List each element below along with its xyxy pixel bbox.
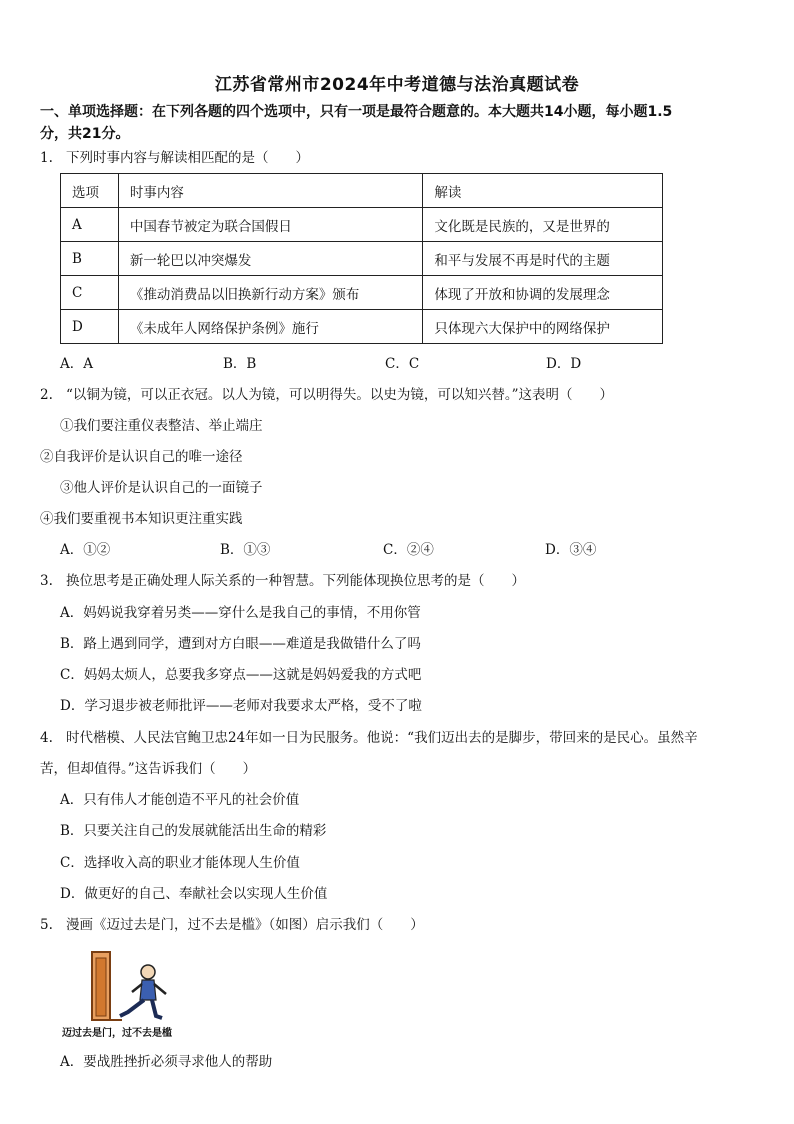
question-number: 1. [40,150,53,166]
table-cell: 文化既是民族的，又是世界的 [423,208,663,242]
question-number: 3. [40,573,53,589]
option-b: B．路上遇到同学，遭到对方白眼——难道是我做错什么了吗 [60,636,421,652]
question-number: 5. [40,917,53,933]
table-cell: 中国春节被定为联合国假日 [118,208,422,242]
option-d: D．③④ [545,542,597,558]
question-4 [40,728,698,748]
option-c: C．②④ [383,542,434,558]
section-heading [40,101,764,145]
statement-item: ①我们要注重仪表整洁、举止端庄 [60,418,263,434]
question-stem-line2: 苦，但却值得。”这告诉我们（ ） [40,761,257,777]
table-row [61,242,663,276]
figure-caption: 迈过去是门，过不去是槛 [62,1028,172,1039]
table-header-row [61,174,663,208]
table-header-cell: 选项 [61,174,119,208]
door-panel [96,958,106,1016]
question-2 [40,385,613,405]
question-3 [40,571,525,591]
option-a: A．妈妈说我穿着另类——穿什么是我自己的事情，不用你管 [60,605,421,621]
question-number: 4. [40,730,53,746]
option-a: A．A [60,356,93,372]
option-d: D．D [546,356,582,372]
section-heading-line1: 一、单项选择题：在下列各题的四个选项中，只有一项是最符合题意的。本大题共14小题，每小题1.5 [40,104,673,120]
option-b: B．B [223,356,257,372]
statement-item: ④我们要重视书本知识更注重实践 [40,511,243,527]
statement-item: ③他人评价是认识自己的一面镜子 [60,480,263,496]
question-5 [40,915,424,935]
table-cell: 体现了开放和协调的发展理念 [423,276,663,310]
person-leg [120,1000,144,1016]
person-leg [152,1000,162,1018]
table-cell: D [61,310,119,344]
option-c: C．选择收入高的职业才能体现人生价值 [60,855,300,871]
section-heading-line2: 分，共21分。 [40,126,130,142]
page-title: 江苏省常州市2024年中考道德与法治真题试卷 [214,75,580,95]
option-a: A．①② [60,542,111,558]
option-a: A．要战胜挫折必须寻求他人的帮助 [60,1054,273,1070]
table-row [61,276,663,310]
table-cell: 新一轮巴以冲突爆发 [118,242,422,276]
question-stem-line1: 时代楷模、人民法官鲍卫忠24年如一日为民服务。他说：“我们迈出去的是脚步，带回来的是民心。虽然辛 [66,730,698,746]
option-d: D．学习退步被老师批评——老师对我要求太严格，受不了啦 [60,698,422,714]
statement-item: ②自我评价是认识自己的唯一途径 [40,449,243,465]
option-b: B．只要关注自己的发展就能活出生命的精彩 [60,823,327,839]
table-cell: C [61,276,119,310]
table-cell: 和平与发展不再是时代的主题 [423,242,663,276]
question-stem: “以铜为镜，可以正衣冠。以人为镜，可以明得失。以史为镜，可以知兴替。”这表明（ ） [66,387,614,403]
person-shirt [140,980,156,1000]
question-number: 2. [40,387,53,403]
table-header-cell: 时事内容 [118,174,422,208]
question-stem: 换位思考是正确处理人际关系的一种智慧。下列能体现换位思考的是（ ） [66,573,525,589]
option-b: B．①③ [220,542,271,558]
option-a: A．只有伟人才能创造不平凡的社会价值 [60,792,300,808]
question-stem: 漫画《迈过去是门，过不去是槛》（如图）启示我们（ ） [66,917,424,933]
option-c: C．C [385,356,420,372]
option-d: D．做更好的自己、奉献社会以实现人生价值 [60,886,328,902]
question-1 [40,148,309,168]
table-row [61,310,663,344]
person-head [141,965,155,979]
table-row [61,208,663,242]
table-cell: B [61,242,119,276]
table-cell: 只体现六大保护中的网络保护 [423,310,663,344]
table-cell: A [61,208,119,242]
option-c: C．妈妈太烦人，总要我多穿点——这就是妈妈爱我的方式吧 [60,667,422,683]
table-cell: 《未成年人网络保护条例》施行 [118,310,422,344]
table-header-cell: 解读 [423,174,663,208]
table-cell: 《推动消费品以旧换新行动方案》颁布 [118,276,422,310]
q1-table [60,173,663,344]
question-stem: 下列时事内容与解读相匹配的是（ ） [66,150,309,166]
